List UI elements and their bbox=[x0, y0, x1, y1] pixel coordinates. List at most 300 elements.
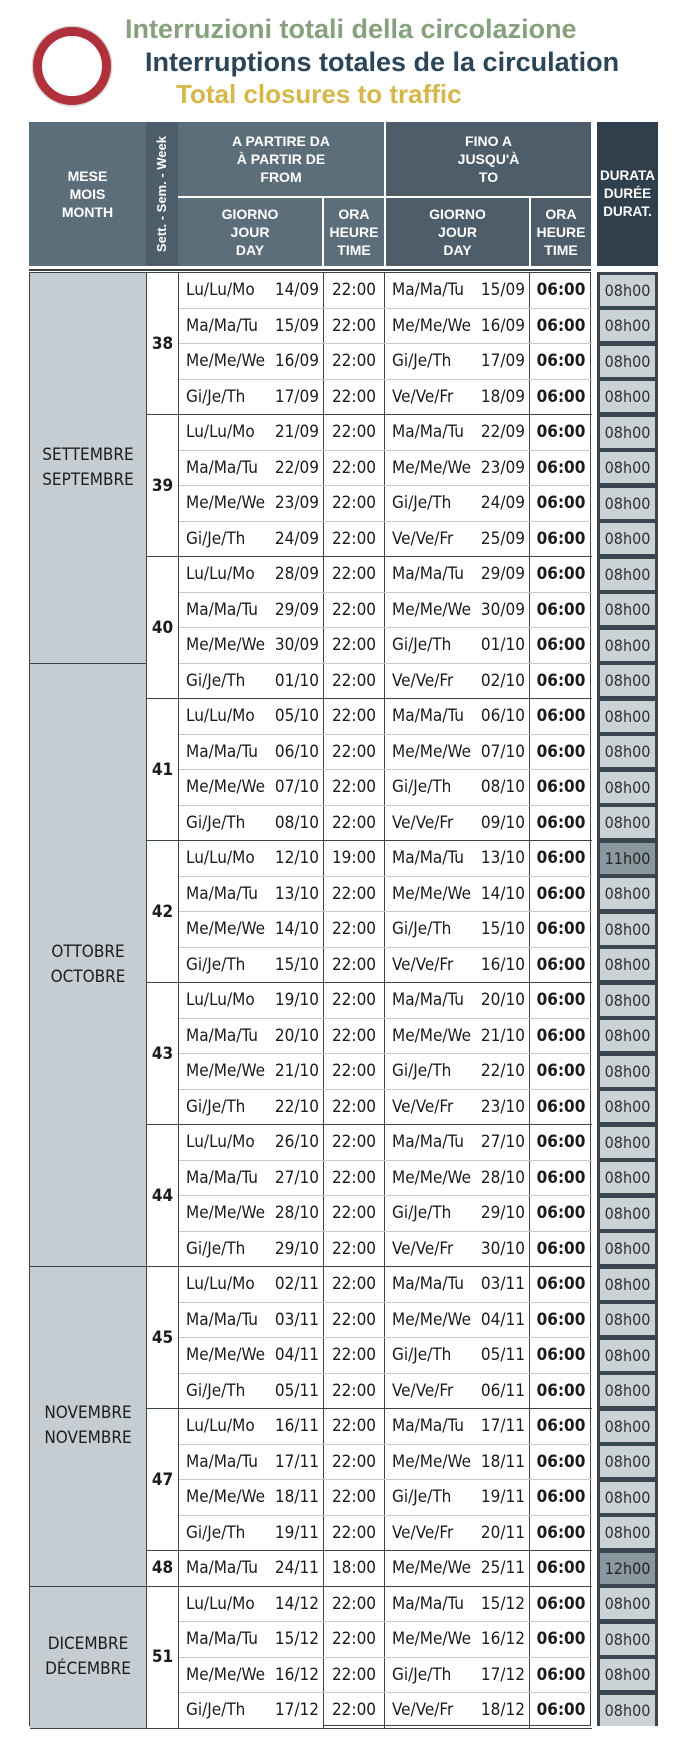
from-time-cell: 22:00 bbox=[324, 1125, 385, 1160]
from-day-cell: Gi/Je/Th bbox=[179, 1232, 324, 1267]
to-time-cell: 06:00 bbox=[536, 883, 586, 904]
duration-cell: 08h00 bbox=[600, 1340, 655, 1371]
duration-cell: 08h00 bbox=[600, 523, 655, 554]
from-time-cell: 22:00 bbox=[324, 806, 385, 841]
to-date-cell: 17/09 bbox=[480, 351, 525, 372]
to-time-cell: 06:00 bbox=[536, 1487, 586, 1508]
table-row bbox=[179, 1054, 592, 1090]
duration-cell: 08h00 bbox=[600, 1695, 655, 1726]
from-date-cell: 16/11 bbox=[274, 1416, 319, 1437]
from-day-cell: Gi/Je/Th bbox=[179, 522, 324, 557]
from-date-cell: 13/10 bbox=[274, 883, 319, 904]
table-row bbox=[179, 912, 592, 948]
week-cell: 43 bbox=[147, 983, 179, 1125]
to-date-cell: 18/09 bbox=[480, 386, 525, 407]
header-from-day: GIORNO JOUR DAY bbox=[178, 198, 322, 266]
from-time-cell: 22:00 bbox=[324, 1658, 385, 1693]
to-time-cell: 06:00 bbox=[536, 280, 586, 301]
duration-cell: 08h00 bbox=[600, 772, 655, 803]
to-day-cell: Ma/Ma/Tu bbox=[385, 1409, 530, 1444]
from-time-cell: 22:00 bbox=[324, 735, 385, 770]
duration-cell: 08h00 bbox=[600, 310, 655, 341]
duration-cell: 12h00 bbox=[600, 1553, 655, 1584]
to-date-cell: 06/10 bbox=[480, 706, 525, 727]
from-day-cell: Lu/Lu/Mo bbox=[179, 273, 324, 308]
to-day-cell: Ve/Ve/Fr bbox=[385, 664, 530, 699]
header-duration: DURATA DURÉE DURAT. bbox=[597, 122, 658, 266]
to-day-cell: Ma/Ma/Tu bbox=[385, 841, 530, 876]
from-date-cell: 14/10 bbox=[274, 919, 319, 940]
from-day-cell: Gi/Je/Th bbox=[179, 664, 324, 699]
table-row bbox=[179, 699, 592, 735]
to-date-cell: 15/10 bbox=[480, 919, 525, 940]
to-time-cell: 06:00 bbox=[536, 1629, 586, 1650]
from-date-cell: 07/10 bbox=[274, 777, 319, 798]
to-day-cell: Gi/Je/Th bbox=[385, 770, 530, 805]
duration-cell: 08h00 bbox=[600, 1056, 655, 1087]
to-time-cell: 06:00 bbox=[536, 990, 586, 1011]
to-date-cell: 16/10 bbox=[480, 954, 525, 975]
to-date-cell: 17/12 bbox=[480, 1664, 525, 1685]
duration-cell: 08h00 bbox=[600, 346, 655, 377]
to-date-cell: 18/11 bbox=[480, 1451, 525, 1472]
duration-cell: 08h00 bbox=[600, 701, 655, 732]
from-time-cell: 22:00 bbox=[324, 557, 385, 592]
to-date-cell: 02/10 bbox=[480, 670, 525, 691]
to-day-cell: Me/Me/We bbox=[385, 1019, 530, 1054]
to-time-cell: 06:00 bbox=[536, 670, 586, 691]
duration-cell: 08h00 bbox=[600, 381, 655, 412]
to-day-cell: Ve/Ve/Fr bbox=[385, 948, 530, 983]
from-date-cell: 15/12 bbox=[274, 1629, 319, 1650]
week-cell: 42 bbox=[147, 841, 179, 983]
table-row bbox=[179, 806, 592, 842]
table-row bbox=[179, 1267, 592, 1303]
to-time-cell: 06:00 bbox=[536, 351, 586, 372]
title-french: Interruptions totales de la circulation bbox=[145, 47, 620, 77]
to-time-cell: 06:00 bbox=[536, 1558, 586, 1579]
from-time-cell: 22:00 bbox=[324, 1054, 385, 1089]
from-day-cell: Lu/Lu/Mo bbox=[179, 557, 324, 592]
header-to-time: ORA HEURE TIME bbox=[531, 198, 591, 266]
from-date-cell: 18/11 bbox=[274, 1487, 319, 1508]
from-date-cell: 29/09 bbox=[274, 599, 319, 620]
to-time-cell: 06:00 bbox=[536, 1203, 586, 1224]
table-row bbox=[179, 1196, 592, 1232]
from-time-cell: 22:00 bbox=[324, 912, 385, 947]
from-day-cell: Gi/Je/Th bbox=[179, 1374, 324, 1409]
duration-column bbox=[597, 272, 658, 1726]
to-time-cell: 06:00 bbox=[536, 457, 586, 478]
duration-cell: 08h00 bbox=[600, 985, 655, 1016]
table-row bbox=[179, 841, 592, 877]
table-row bbox=[179, 1551, 592, 1587]
from-time-cell: 22:00 bbox=[324, 522, 385, 557]
to-time-cell: 06:00 bbox=[536, 493, 586, 514]
to-date-cell: 28/10 bbox=[480, 1167, 525, 1188]
week-cell: 45 bbox=[147, 1267, 179, 1409]
table-row bbox=[179, 415, 592, 451]
from-day-cell: Me/Me/We bbox=[179, 1196, 324, 1231]
table-row bbox=[179, 486, 592, 522]
to-day-cell: Ma/Ma/Tu bbox=[385, 273, 530, 308]
from-day-cell: Ma/Ma/Tu bbox=[179, 1551, 324, 1586]
duration-cell: 08h00 bbox=[600, 736, 655, 767]
from-day-cell: Me/Me/We bbox=[179, 486, 324, 521]
table-row bbox=[179, 983, 592, 1019]
to-day-cell: Ma/Ma/Tu bbox=[385, 699, 530, 734]
from-date-cell: 14/12 bbox=[274, 1593, 319, 1614]
table-row bbox=[179, 451, 592, 487]
duration-cell: 08h00 bbox=[600, 949, 655, 980]
to-date-cell: 19/11 bbox=[480, 1487, 525, 1508]
from-day-cell: Me/Me/We bbox=[179, 628, 324, 663]
from-day-cell: Ma/Ma/Tu bbox=[179, 735, 324, 770]
from-time-cell: 22:00 bbox=[324, 1516, 385, 1551]
to-date-cell: 06/11 bbox=[480, 1380, 525, 1401]
table-row bbox=[179, 735, 592, 771]
from-date-cell: 28/09 bbox=[274, 564, 319, 585]
from-day-cell: Lu/Lu/Mo bbox=[179, 1587, 324, 1622]
to-time-cell: 06:00 bbox=[536, 848, 586, 869]
from-time-cell: 22:00 bbox=[324, 1232, 385, 1267]
from-date-cell: 29/10 bbox=[274, 1238, 319, 1259]
table-row bbox=[179, 1622, 592, 1658]
to-time-cell: 06:00 bbox=[536, 315, 586, 336]
from-day-cell: Gi/Je/Th bbox=[179, 1516, 324, 1551]
title-english: Total closures to traffic bbox=[176, 79, 462, 109]
duration-cell: 08h00 bbox=[600, 1304, 655, 1335]
from-date-cell: 01/10 bbox=[274, 670, 319, 691]
to-time-cell: 06:00 bbox=[536, 386, 586, 407]
to-date-cell: 21/10 bbox=[480, 1025, 525, 1046]
duration-cell: 08h00 bbox=[600, 1269, 655, 1300]
from-date-cell: 12/10 bbox=[274, 848, 319, 869]
to-time-cell: 06:00 bbox=[536, 706, 586, 727]
to-date-cell: 29/09 bbox=[480, 564, 525, 585]
table-row bbox=[179, 664, 592, 700]
to-date-cell: 22/09 bbox=[480, 422, 525, 443]
to-date-cell: 09/10 bbox=[480, 812, 525, 833]
from-time-cell: 22:00 bbox=[324, 1019, 385, 1054]
to-date-cell: 07/10 bbox=[480, 741, 525, 762]
week-cell: 40 bbox=[147, 557, 179, 699]
table-row bbox=[179, 628, 592, 664]
from-day-cell: Me/Me/We bbox=[179, 1054, 324, 1089]
from-date-cell: 23/09 bbox=[274, 493, 319, 514]
from-day-cell: Me/Me/We bbox=[179, 1480, 324, 1515]
duration-cell: 08h00 bbox=[600, 1127, 655, 1158]
to-time-cell: 06:00 bbox=[536, 919, 586, 940]
from-time-cell: 22:00 bbox=[324, 380, 385, 415]
duration-cell: 08h00 bbox=[600, 1198, 655, 1229]
week-cell: 47 bbox=[147, 1409, 179, 1551]
table-row bbox=[179, 770, 592, 806]
from-day-cell: Ma/Ma/Tu bbox=[179, 1019, 324, 1054]
from-date-cell: 28/10 bbox=[274, 1203, 319, 1224]
to-date-cell: 22/10 bbox=[480, 1061, 525, 1082]
to-date-cell: 17/11 bbox=[480, 1416, 525, 1437]
to-date-cell: 25/09 bbox=[480, 528, 525, 549]
to-time-cell: 06:00 bbox=[536, 1309, 586, 1330]
to-day-cell: Ve/Ve/Fr bbox=[385, 1374, 530, 1409]
from-time-cell: 22:00 bbox=[324, 877, 385, 912]
table-row bbox=[179, 1232, 592, 1268]
to-date-cell: 04/11 bbox=[480, 1309, 525, 1330]
from-time-cell: 22:00 bbox=[324, 1409, 385, 1444]
table-row bbox=[179, 1516, 592, 1552]
no-vehicles-sign-icon bbox=[33, 27, 111, 105]
duration-cell: 08h00 bbox=[600, 1375, 655, 1406]
from-day-cell: Ma/Ma/Tu bbox=[179, 877, 324, 912]
duration-cell: 08h00 bbox=[600, 1162, 655, 1193]
from-date-cell: 16/12 bbox=[274, 1664, 319, 1685]
to-day-cell: Gi/Je/Th bbox=[385, 1480, 530, 1515]
table-row bbox=[179, 1587, 592, 1623]
to-day-cell: Ve/Ve/Fr bbox=[385, 1090, 530, 1125]
from-day-cell: Me/Me/We bbox=[179, 912, 324, 947]
to-date-cell: 05/11 bbox=[480, 1345, 525, 1366]
from-time-cell: 22:00 bbox=[324, 309, 385, 344]
duration-cell: 08h00 bbox=[600, 594, 655, 625]
from-date-cell: 04/11 bbox=[274, 1345, 319, 1366]
from-time-cell: 22:00 bbox=[324, 699, 385, 734]
duration-cell: 08h00 bbox=[600, 452, 655, 483]
duration-cell: 08h00 bbox=[600, 665, 655, 696]
to-date-cell: 16/12 bbox=[480, 1629, 525, 1650]
to-date-cell: 20/10 bbox=[480, 990, 525, 1011]
table-row bbox=[179, 1303, 592, 1339]
from-date-cell: 17/12 bbox=[274, 1700, 319, 1721]
from-time-cell: 22:00 bbox=[324, 1267, 385, 1302]
from-day-cell: Ma/Ma/Tu bbox=[179, 1303, 324, 1338]
to-day-cell: Ma/Ma/Tu bbox=[385, 1587, 530, 1622]
duration-cell: 08h00 bbox=[600, 1020, 655, 1051]
duration-cell: 08h00 bbox=[600, 488, 655, 519]
from-date-cell: 17/11 bbox=[274, 1451, 319, 1472]
page-header bbox=[0, 0, 684, 118]
to-day-cell: Me/Me/We bbox=[385, 1622, 530, 1657]
to-time-cell: 06:00 bbox=[536, 1664, 586, 1685]
to-date-cell: 08/10 bbox=[480, 777, 525, 798]
to-day-cell: Ve/Ve/Fr bbox=[385, 1232, 530, 1267]
from-date-cell: 19/10 bbox=[274, 990, 319, 1011]
from-date-cell: 19/11 bbox=[274, 1522, 319, 1543]
week-cell: 41 bbox=[147, 699, 179, 841]
header-to: FINO A JUSQU'À TO bbox=[386, 122, 591, 196]
table-row bbox=[179, 1693, 592, 1729]
from-time-cell: 19:00 bbox=[324, 841, 385, 876]
duration-cell: 08h00 bbox=[600, 1482, 655, 1513]
to-day-cell: Ma/Ma/Tu bbox=[385, 1267, 530, 1302]
to-date-cell: 18/12 bbox=[480, 1700, 525, 1721]
to-time-cell: 06:00 bbox=[536, 1522, 586, 1543]
from-time-cell: 22:00 bbox=[324, 1090, 385, 1125]
table-row bbox=[179, 1480, 592, 1516]
table-row bbox=[179, 1409, 592, 1445]
to-time-cell: 06:00 bbox=[536, 1096, 586, 1117]
from-day-cell: Gi/Je/Th bbox=[179, 1090, 324, 1125]
to-day-cell: Ve/Ve/Fr bbox=[385, 806, 530, 841]
to-date-cell: 20/11 bbox=[480, 1522, 525, 1543]
to-day-cell: Me/Me/We bbox=[385, 1303, 530, 1338]
from-time-cell: 22:00 bbox=[324, 1196, 385, 1231]
from-date-cell: 26/10 bbox=[274, 1132, 319, 1153]
header-to-day: GIORNO JOUR DAY bbox=[386, 198, 529, 266]
to-time-cell: 06:00 bbox=[536, 954, 586, 975]
from-date-cell: 30/09 bbox=[274, 635, 319, 656]
to-time-cell: 06:00 bbox=[536, 1167, 586, 1188]
to-date-cell: 13/10 bbox=[480, 848, 525, 869]
to-day-cell: Ma/Ma/Tu bbox=[385, 557, 530, 592]
duration-cell: 08h00 bbox=[600, 1411, 655, 1442]
from-date-cell: 20/10 bbox=[274, 1025, 319, 1046]
table-row bbox=[179, 593, 592, 629]
month-cell: OTTOBRE OCTOBRE bbox=[30, 664, 147, 1268]
from-day-cell: Lu/Lu/Mo bbox=[179, 415, 324, 450]
to-date-cell: 27/10 bbox=[480, 1132, 525, 1153]
table-row bbox=[179, 309, 592, 345]
duration-cell: 08h00 bbox=[600, 1446, 655, 1477]
from-day-cell: Lu/Lu/Mo bbox=[179, 699, 324, 734]
from-day-cell: Ma/Ma/Tu bbox=[179, 1622, 324, 1657]
duration-cell: 08h00 bbox=[600, 275, 655, 306]
to-date-cell: 30/10 bbox=[480, 1238, 525, 1259]
from-day-cell: Ma/Ma/Tu bbox=[179, 1161, 324, 1196]
to-day-cell: Ve/Ve/Fr bbox=[385, 1516, 530, 1551]
from-time-cell: 22:00 bbox=[324, 770, 385, 805]
to-day-cell: Gi/Je/Th bbox=[385, 1054, 530, 1089]
table-row bbox=[179, 1658, 592, 1694]
to-day-cell: Ma/Ma/Tu bbox=[385, 983, 530, 1018]
from-date-cell: 03/11 bbox=[274, 1309, 319, 1330]
duration-cell: 08h00 bbox=[600, 1659, 655, 1690]
from-time-cell: 22:00 bbox=[324, 451, 385, 486]
table-row bbox=[179, 344, 592, 380]
to-time-cell: 06:00 bbox=[536, 1061, 586, 1082]
from-date-cell: 16/09 bbox=[274, 351, 319, 372]
duration-cell: 08h00 bbox=[600, 878, 655, 909]
to-time-cell: 06:00 bbox=[536, 1416, 586, 1437]
to-date-cell: 01/10 bbox=[480, 635, 525, 656]
duration-cell: 08h00 bbox=[600, 1517, 655, 1548]
to-day-cell: Me/Me/We bbox=[385, 877, 530, 912]
to-day-cell: Me/Me/We bbox=[385, 309, 530, 344]
to-day-cell: Me/Me/We bbox=[385, 735, 530, 770]
table-row bbox=[179, 380, 592, 416]
table-row bbox=[179, 1125, 592, 1161]
to-day-cell: Ma/Ma/Tu bbox=[385, 1125, 530, 1160]
from-time-cell: 22:00 bbox=[324, 415, 385, 450]
table-row bbox=[179, 522, 592, 558]
header-separator bbox=[29, 269, 591, 271]
from-time-cell: 22:00 bbox=[324, 1445, 385, 1480]
from-day-cell: Me/Me/We bbox=[179, 770, 324, 805]
header-week bbox=[146, 122, 178, 266]
to-date-cell: 30/09 bbox=[480, 599, 525, 620]
table-row bbox=[179, 1374, 592, 1410]
table-row bbox=[179, 1090, 592, 1126]
to-day-cell: Me/Me/We bbox=[385, 451, 530, 486]
table-row bbox=[179, 1161, 592, 1197]
from-date-cell: 05/10 bbox=[274, 706, 319, 727]
to-time-cell: 06:00 bbox=[536, 1593, 586, 1614]
from-day-cell: Lu/Lu/Mo bbox=[179, 983, 324, 1018]
to-time-cell: 06:00 bbox=[536, 1451, 586, 1472]
duration-cell: 08h00 bbox=[600, 1091, 655, 1122]
duration-cell: 08h00 bbox=[600, 417, 655, 448]
from-time-cell: 22:00 bbox=[324, 1161, 385, 1196]
from-date-cell: 17/09 bbox=[274, 386, 319, 407]
to-time-cell: 06:00 bbox=[536, 564, 586, 585]
to-day-cell: Ve/Ve/Fr bbox=[385, 380, 530, 415]
from-date-cell: 05/11 bbox=[274, 1380, 319, 1401]
table-row bbox=[179, 557, 592, 593]
from-time-cell: 18:00 bbox=[324, 1551, 385, 1586]
from-time-cell: 22:00 bbox=[324, 1693, 385, 1728]
from-day-cell: Lu/Lu/Mo bbox=[179, 1409, 324, 1444]
from-date-cell: 24/11 bbox=[274, 1558, 319, 1579]
from-date-cell: 21/10 bbox=[274, 1061, 319, 1082]
header-week-label: Sett. - Sem. - Week bbox=[154, 135, 169, 253]
from-date-cell: 15/09 bbox=[274, 315, 319, 336]
from-date-cell: 27/10 bbox=[274, 1167, 319, 1188]
from-day-cell: Gi/Je/Th bbox=[179, 948, 324, 983]
from-date-cell: 06/10 bbox=[274, 741, 319, 762]
to-time-cell: 06:00 bbox=[536, 1132, 586, 1153]
to-time-cell: 06:00 bbox=[536, 1345, 586, 1366]
title-italian: Interruzioni totali della circolazione bbox=[125, 14, 577, 44]
week-cell: 39 bbox=[147, 415, 179, 557]
month-cell: NOVEMBRE NOVEMBRE bbox=[30, 1267, 147, 1587]
to-time-cell: 06:00 bbox=[536, 777, 586, 798]
week-cell: 48 bbox=[147, 1551, 179, 1587]
from-time-cell: 22:00 bbox=[324, 344, 385, 379]
from-day-cell: Ma/Ma/Tu bbox=[179, 309, 324, 344]
from-day-cell: Ma/Ma/Tu bbox=[179, 593, 324, 628]
from-day-cell: Lu/Lu/Mo bbox=[179, 1267, 324, 1302]
from-time-cell: 22:00 bbox=[324, 1338, 385, 1373]
from-day-cell: Gi/Je/Th bbox=[179, 806, 324, 841]
to-time-cell: 06:00 bbox=[536, 741, 586, 762]
from-day-cell: Ma/Ma/Tu bbox=[179, 451, 324, 486]
to-date-cell: 14/10 bbox=[480, 883, 525, 904]
to-time-cell: 06:00 bbox=[536, 635, 586, 656]
schedule-table bbox=[29, 272, 591, 1726]
week-cell: 51 bbox=[147, 1587, 179, 1729]
to-time-cell: 06:00 bbox=[536, 1380, 586, 1401]
table-row bbox=[179, 1019, 592, 1055]
table-row bbox=[179, 273, 592, 309]
to-day-cell: Me/Me/We bbox=[385, 1161, 530, 1196]
header-month: MESE MOIS MONTH bbox=[29, 122, 146, 266]
to-date-cell: 03/11 bbox=[480, 1274, 525, 1295]
to-day-cell: Gi/Je/Th bbox=[385, 912, 530, 947]
to-day-cell: Ve/Ve/Fr bbox=[385, 522, 530, 557]
to-day-cell: Gi/Je/Th bbox=[385, 486, 530, 521]
duration-cell: 08h00 bbox=[600, 807, 655, 838]
from-day-cell: Lu/Lu/Mo bbox=[179, 841, 324, 876]
duration-cell: 08h00 bbox=[600, 1233, 655, 1264]
to-day-cell: Me/Me/We bbox=[385, 1551, 530, 1586]
from-time-cell: 22:00 bbox=[324, 273, 385, 308]
duration-cell: 08h00 bbox=[600, 1624, 655, 1655]
to-date-cell: 25/11 bbox=[480, 1558, 525, 1579]
to-day-cell: Gi/Je/Th bbox=[385, 1338, 530, 1373]
to-time-cell: 06:00 bbox=[536, 422, 586, 443]
to-date-cell: 15/12 bbox=[480, 1593, 525, 1614]
to-day-cell: Ve/Ve/Fr bbox=[385, 1693, 530, 1728]
